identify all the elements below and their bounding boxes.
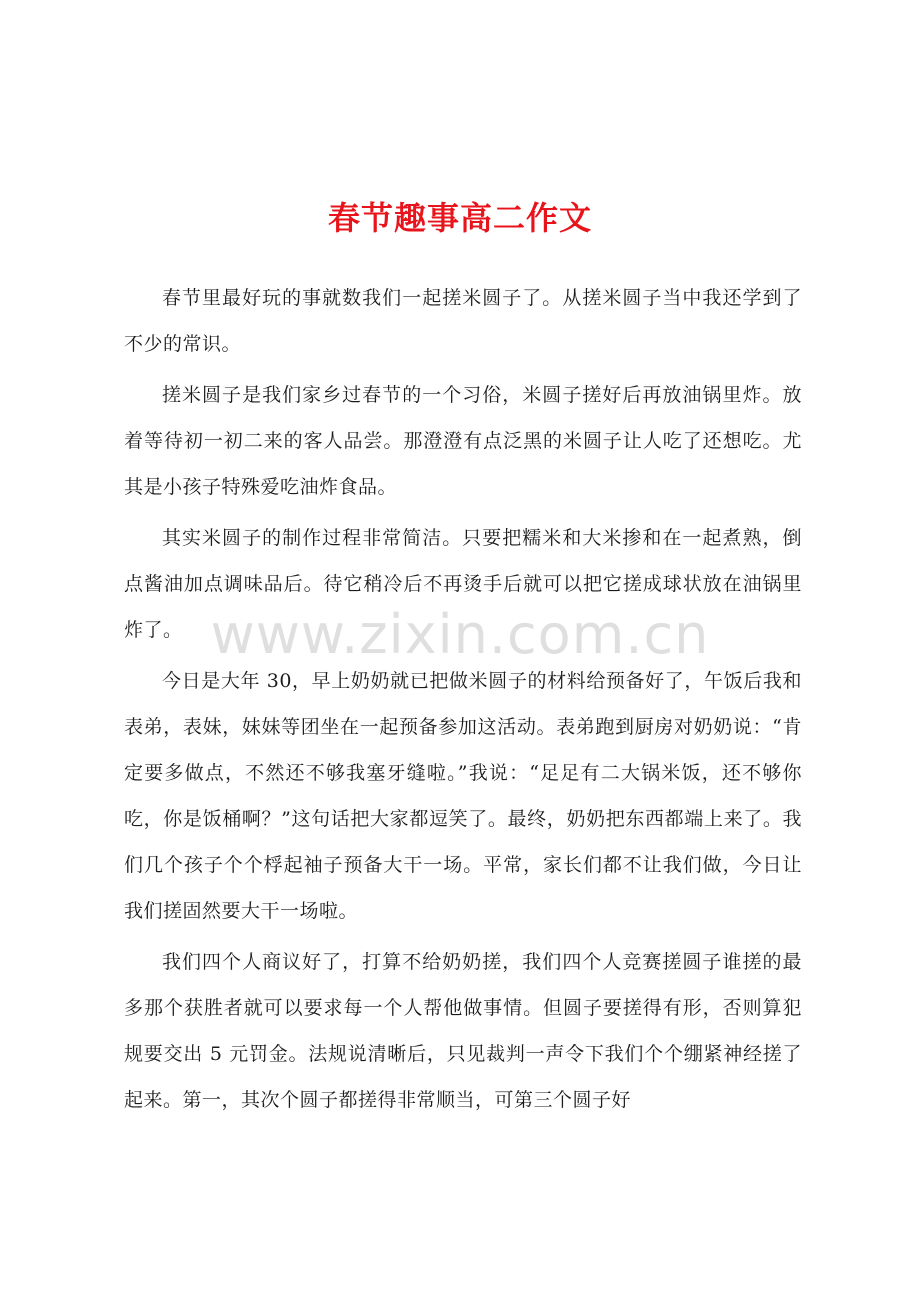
paragraph: 其实米圆子的制作过程非常简洁。只要把糯米和大米掺和在一起煮熟，倒点酱油加点调味品后。待它稍冷后不再烫手后就可以把它搓成球状放在油锅里炸了。 (124, 527, 802, 641)
paragraph: 今日是大年 30，早上奶奶就已把做米圆子的材料给预备好了，午饭后我和表弟，表妹，妹妹等团坐在一起预备参加这活动。表弟跑到厨房对奶奶说：“肯定要多做点，不然还不够我塞牙缝啦。”我说：“足足有二大锅米饭，还不够你吃，你是饭桶啊？”这句话把大家都逗笑了。最终，奶奶把东西都端上来了。我们几个孩子个个桴起袖子预备大干一场。平常，家长们都不让我们做，今日让我们搓固然要大干一场啦。 (124, 670, 802, 922)
paragraph: 搓米圆子是我们家乡过春节的一个习俗，米圆子搓好后再放油锅里炸。放着等待初一初二来的客人品尝。那澄澄有点泛黑的米圆子让人吃了还想吃。尤其是小孩子特殊爱吃油炸食品。 (124, 384, 802, 498)
document-title: 春节趣事高二作文 (327, 199, 592, 237)
watermark: www.zixin.com.cn (210, 603, 710, 666)
paragraph: 春节里最好玩的事就数我们一起搓米圆子了。从搓米圆子当中我还学到了不少的常识。 (124, 287, 802, 355)
paragraph: 我们四个人商议好了，打算不给奶奶搓，我们四个人竞赛搓圆子谁搓的最多那个获胜者就可以要求每一个人帮他做事情。但圆子要搓得有形，否则算犯规要交出 5 元罚金。法规说清晰后，只见裁判一声令下我们个个绷紧神经搓了起来。第一，其次个圆子都搓得非常顺当，可第三个圆子好 (124, 951, 802, 1111)
document-body (124, 275, 802, 1128)
